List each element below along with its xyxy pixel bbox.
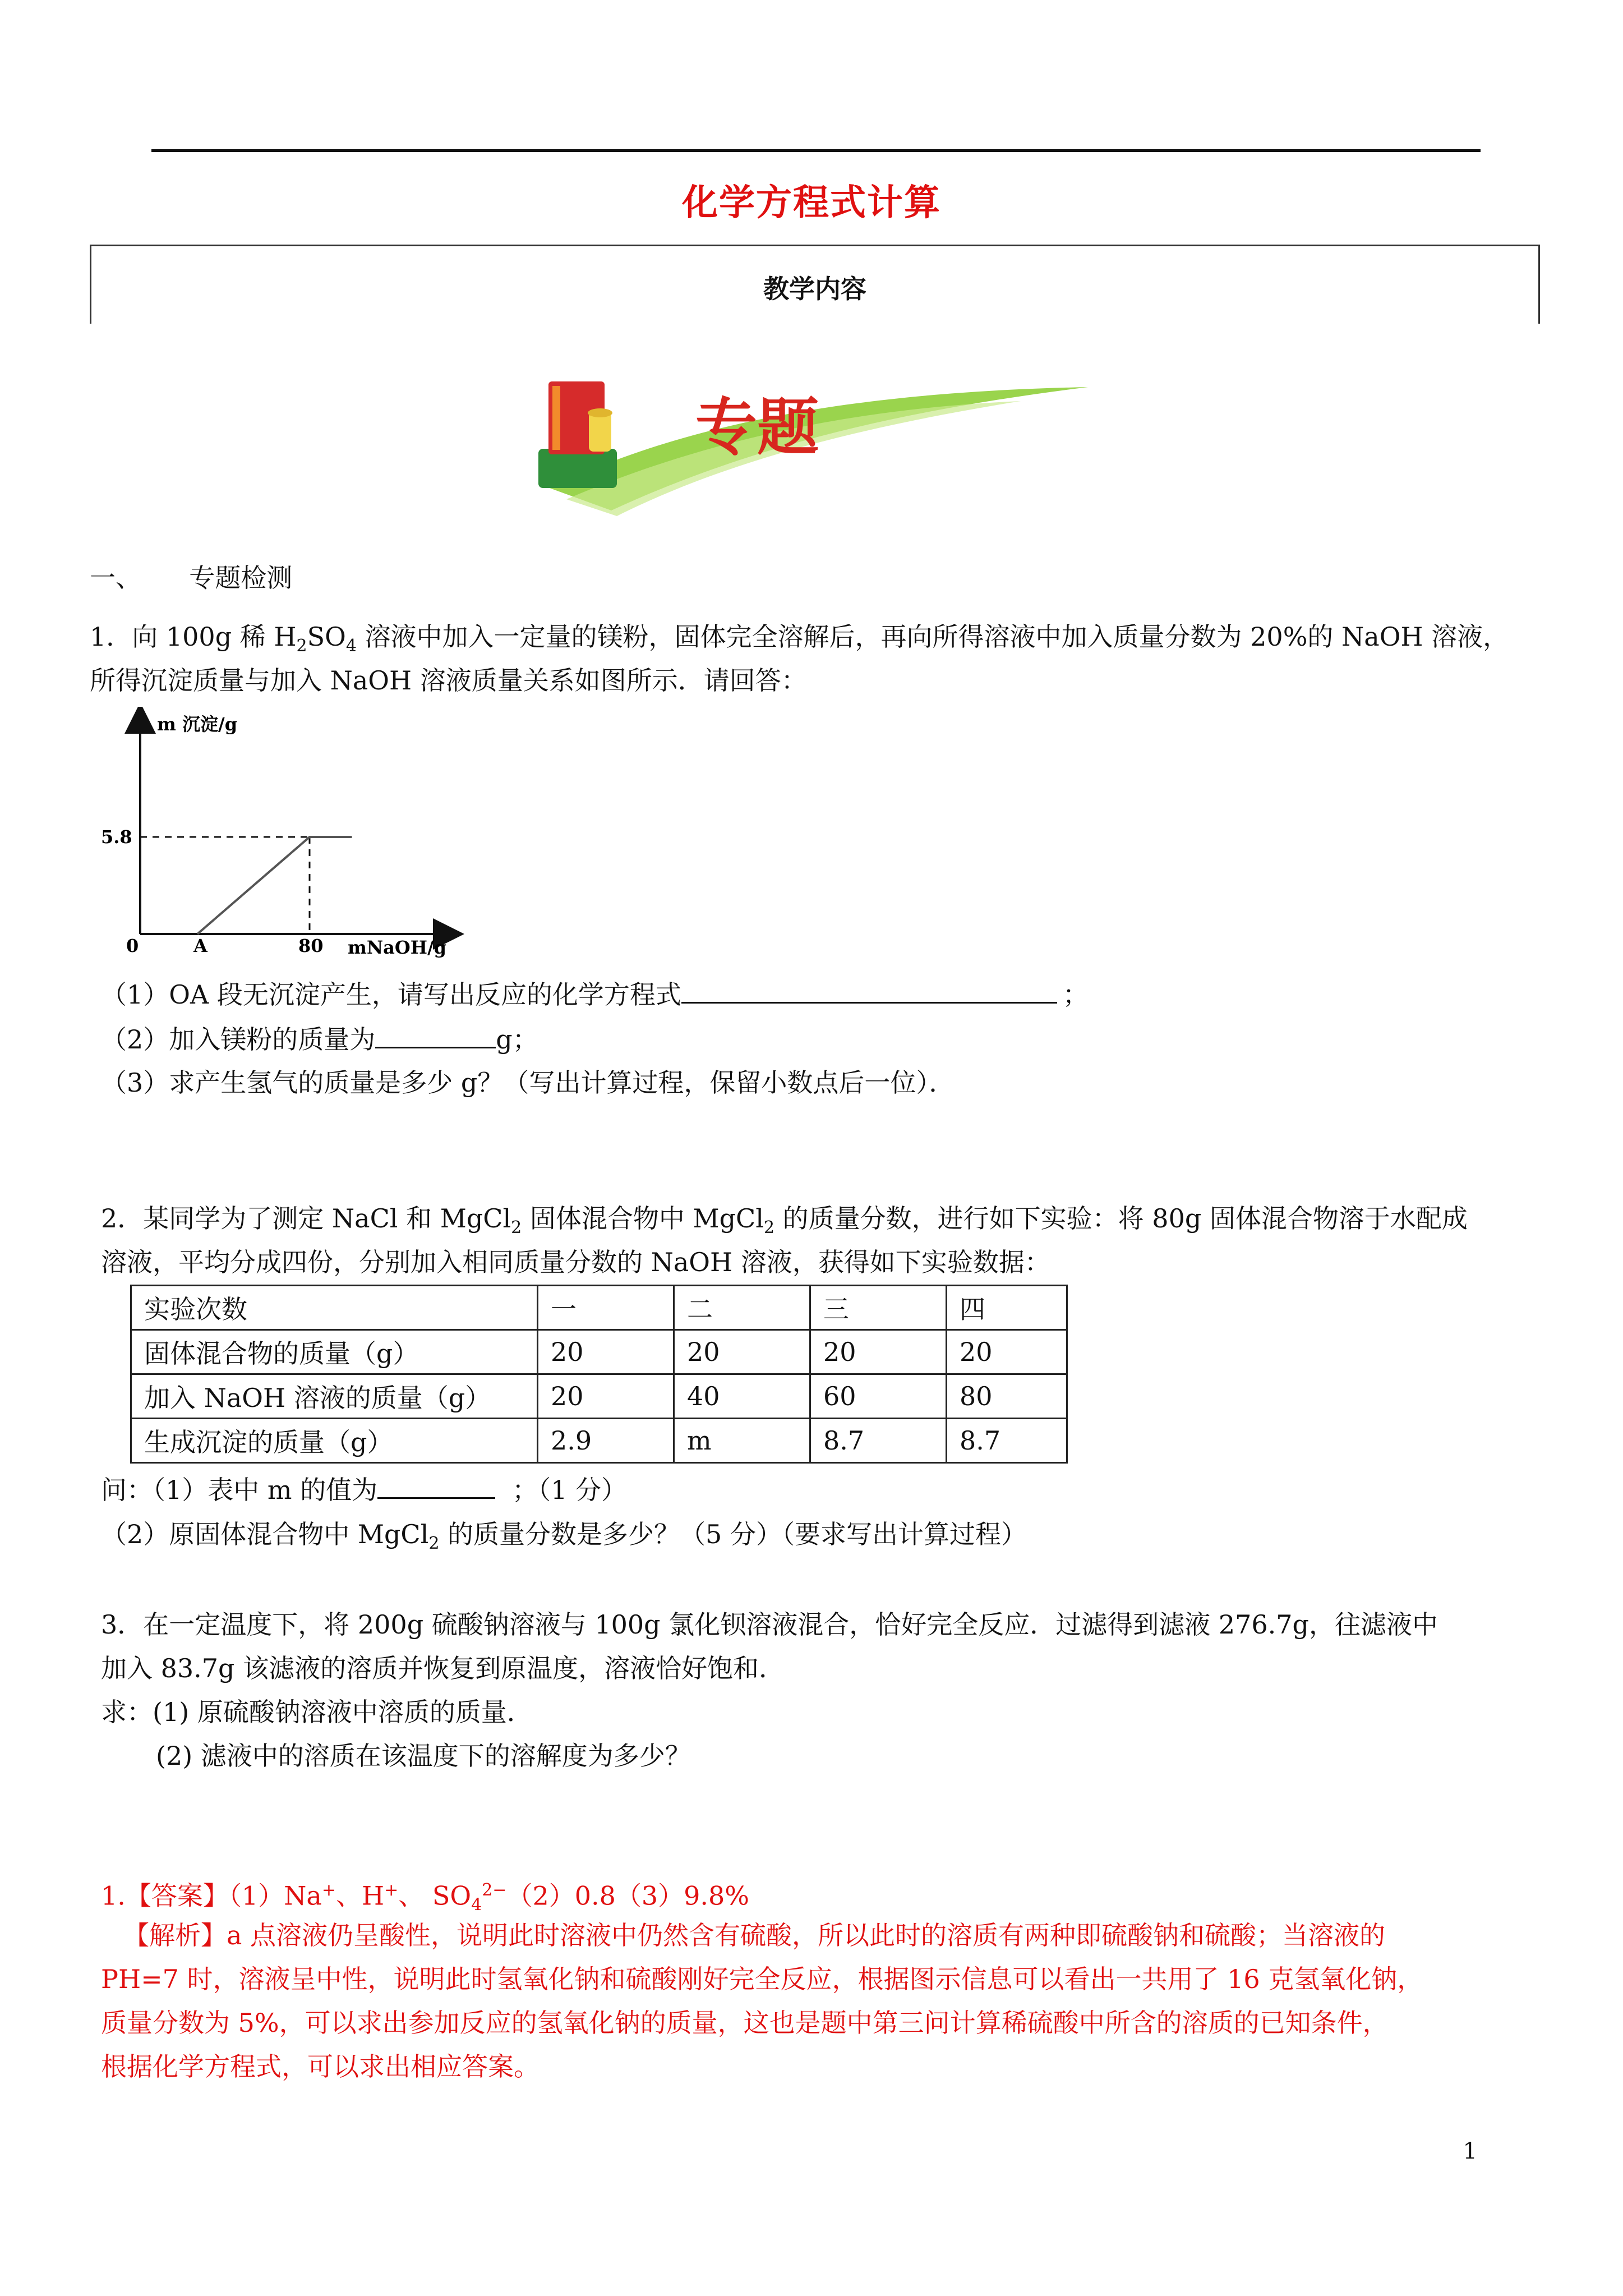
answer-heading: 1.【答案】（1）Na+、H+、 $SO_4^{2-}(2)0.8(3)9.8\%$ — [101, 1880, 749, 1915]
q1-blank-equation[interactable] — [681, 977, 1057, 1004]
q1-sub2: （2）加入镁粉的质量为 g； — [101, 1022, 538, 1056]
y-tick-label: 5.8 — [101, 826, 132, 848]
series-line — [197, 837, 352, 934]
q1-line2: 所得沉淀质量与加入 NaOH 溶液质量关系如图所示．请回答： — [90, 665, 807, 696]
q2-data-table — [130, 1285, 1068, 1464]
y-axis-label: m 沉淀/g — [157, 714, 238, 735]
x-axis-label: mNaOH/g — [348, 937, 447, 958]
q3-line3: 求：(1) 原硫酸钠溶液中溶质的质量． — [101, 1697, 533, 1727]
topic-banner — [516, 359, 1099, 527]
table-row: 加入 NaOH 溶液的质量（g） 20 40 60 80 — [131, 1374, 1067, 1419]
table-row: 生成沉淀的质量（g） 2.9 m 8.7 8.7 — [131, 1419, 1067, 1463]
point-a-label: A — [193, 935, 208, 956]
q1-chart — [101, 707, 482, 970]
q1-sub1: （1）OA 段无沉淀产生，请写出反应的化学方程式 ； — [101, 977, 1089, 1011]
table-header-row: 实验次数 一 二 三 四 — [131, 1286, 1067, 1330]
banner-label: 专题 — [695, 391, 819, 463]
q2-blank-m[interactable] — [377, 1473, 495, 1499]
table-row: 固体混合物的质量（g） 20 20 20 20 — [131, 1330, 1067, 1374]
answer-analysis-3: 质量分数为 5%，可以求出参加反应的氢氧化钠的质量，这也是题中第三问计算稀硫酸中所含的溶质的已知条件， — [101, 2008, 1389, 2038]
q3-line1: 3．在一定温度下，将 200g 硫酸钠溶液与 100g 氯化钡溶液混合，恰好完全反应．过滤得到滤液 276.7g，往滤液中 — [101, 1609, 1438, 1640]
section-title: 专题检测 — [189, 563, 293, 593]
q2-ask1: 问：（1）表中 m 的值为 ；（1 分） — [101, 1473, 627, 1507]
page-title: 化学方程式计算 — [682, 182, 941, 224]
section-heading — [90, 561, 292, 595]
answer-analysis-2: PH=7 时，溶液呈中性，说明此时氢氧化钠和硫酸刚好完全反应，根据图示信息可以看出一共用了 16 克氢氧化钠， — [101, 1964, 1423, 1994]
page-number: 1 — [1463, 2138, 1477, 2164]
x-tick-label: 80 — [298, 935, 324, 956]
header-rule — [151, 149, 1481, 152]
q3-line4: (2) 滤液中的溶质在该温度下的溶解度为多少？ — [156, 1741, 691, 1771]
q1-line1: 1．向 100g 稀 $H_2SO_4$ 溶液中加入一定量的镁粉，固体完全溶解后，再向所得溶液中加入质量分数为 20%的 NaOH 溶液， — [90, 622, 1509, 656]
q2-ask2: （2）原固体混合物中 MgCl$_2$ 的质量分数是多少？（5 分）（要求写出计算过程） — [101, 1519, 1027, 1554]
section-number: 一、 — [90, 563, 141, 593]
origin-label: 0 — [126, 935, 139, 956]
q1-blank-mass[interactable] — [375, 1022, 496, 1048]
q2-line1: 2．某同学为了测定 NaCl 和 MgCl$_2$ 固体混合物中 MgCl$_2$ 的质量分数，进行如下实验：将 80g 固体混合物溶于水配成 — [101, 1203, 1468, 1238]
q1-sub3: （3）求产生氢气的质量是多少 g？（写出计算过程，保留小数点后一位）． — [101, 1068, 955, 1098]
content-box-label: 教学内容 — [763, 274, 866, 304]
content-box — [90, 245, 1540, 324]
answer-analysis-4: 根据化学方程式，可以求出相应答案。 — [101, 2051, 540, 2082]
q2-line2: 溶液，平均分成四份，分别加入相同质量分数的 NaOH 溶液，获得如下实验数据： — [101, 1247, 1050, 1277]
answer-analysis-1: 【解析】a 点溶液仍呈酸性，说明此时溶液中仍然含有硫酸，所以此时的溶质有两种即硫酸钠和硫酸；当溶液的 — [123, 1920, 1386, 1950]
books-icon — [538, 381, 617, 488]
q3-line2: 加入 83.7g 该滤液的溶质并恢复到原温度，溶液恰好饱和． — [101, 1653, 785, 1683]
